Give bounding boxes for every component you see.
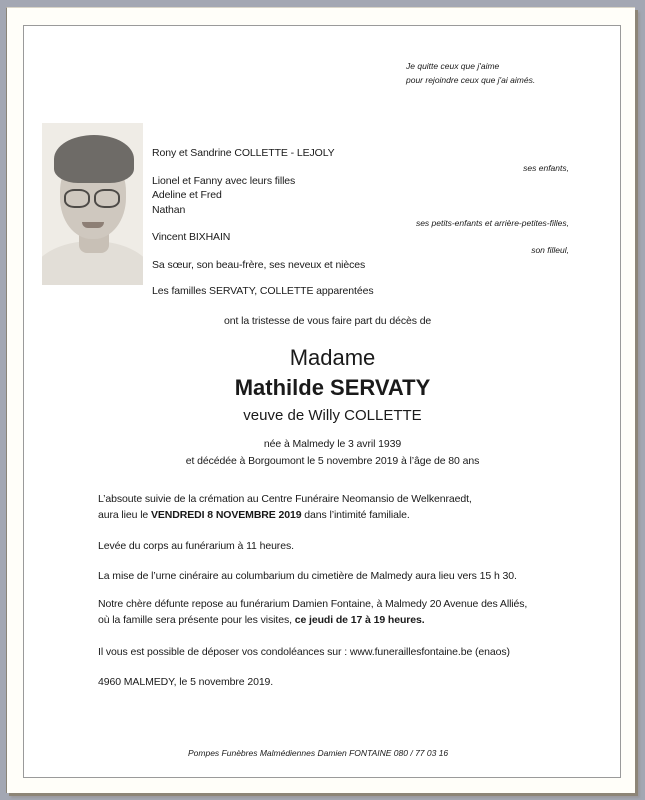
deceased-name: Mathilde SERVATY <box>234 375 431 400</box>
deceased-birth: née à Malmedy le 3 avril 1939 <box>263 438 402 450</box>
urne-text: La mise de l’urne cinéraire au columbarium du cimetière de Malmedy aura lieu vers 15 h 30. <box>98 570 517 582</box>
portrait-glasses-right <box>94 189 120 208</box>
ceremony-prefix: aura lieu le <box>98 509 151 521</box>
ceremony-suffix: dans l’intimité familiale. <box>301 509 410 521</box>
family-related: Les familles SERVATY, COLLETTE apparentées <box>152 285 374 297</box>
portrait-glasses-left <box>64 189 90 208</box>
funeral-home-footer: Pompes Funèbres Malmédiennes Damien FONTAINE 080 / 77 03 16 <box>188 748 449 758</box>
portrait-mouth <box>82 222 104 228</box>
family-children: Rony et Sandrine COLLETTE - LEJOLY <box>152 147 335 159</box>
announcement-text: ont la tristesse de vous faire part du décès de <box>224 315 432 327</box>
deceased-death: et décédée à Borgoumont le 5 novembre 2019 à l’âge de 80 ans <box>185 455 480 467</box>
relation-godson: son filleul, <box>531 245 569 255</box>
family-grandchildren-2: Adeline et Fred <box>152 189 222 201</box>
ceremony-date: VENDREDI 8 NOVEMBRE 2019 <box>150 509 302 521</box>
ceremony-line-1: L’absoute suivie de la crémation au Centre Funéraire Neomansio de Welkenraedt, <box>98 493 472 505</box>
epigraph-line-2: pour rejoindre ceux que j'ai aimés. <box>406 75 536 85</box>
family-godson: Vincent BIXHAIN <box>152 231 231 243</box>
visitation-line-2 <box>98 614 425 626</box>
relation-grandchildren: ses petits-enfants et arrière-petites-filles, <box>415 218 569 228</box>
condolences-text: Il vous est possible de déposer vos condoléances sur : www.funeraillesfontaine.be (enaos) <box>98 646 510 658</box>
visitation-hours: ce jeudi de 17 à 19 heures. <box>294 614 425 626</box>
visitation-line-1: Notre chère défunte repose au funérarium Damien Fontaine, à Malmedy 20 Avenue des Alliés, <box>98 598 528 610</box>
levee-text: Levée du corps au funérarium à 11 heures. <box>98 540 294 552</box>
ceremony-line-2 <box>98 509 410 521</box>
family-grandchildren-1: Lionel et Fanny avec leurs filles <box>152 175 296 187</box>
visitation-prefix: où la famille sera présente pour les visites, <box>98 614 295 626</box>
relation-children: ses enfants, <box>523 163 569 173</box>
family-grandchildren-3: Nathan <box>152 204 186 216</box>
portrait-photo <box>42 123 143 285</box>
epigraph-line-1: Je quitte ceux que j'aime <box>406 61 500 71</box>
place-date: 4960 MALMEDY, le 5 novembre 2019. <box>98 676 274 688</box>
portrait-hair <box>54 135 134 183</box>
deceased-widow-of: veuve de Willy COLLETTE <box>243 407 422 424</box>
family-siblings: Sa sœur, son beau-frère, ses neveux et nièces <box>152 259 366 271</box>
deceased-title: Madame <box>289 345 376 370</box>
